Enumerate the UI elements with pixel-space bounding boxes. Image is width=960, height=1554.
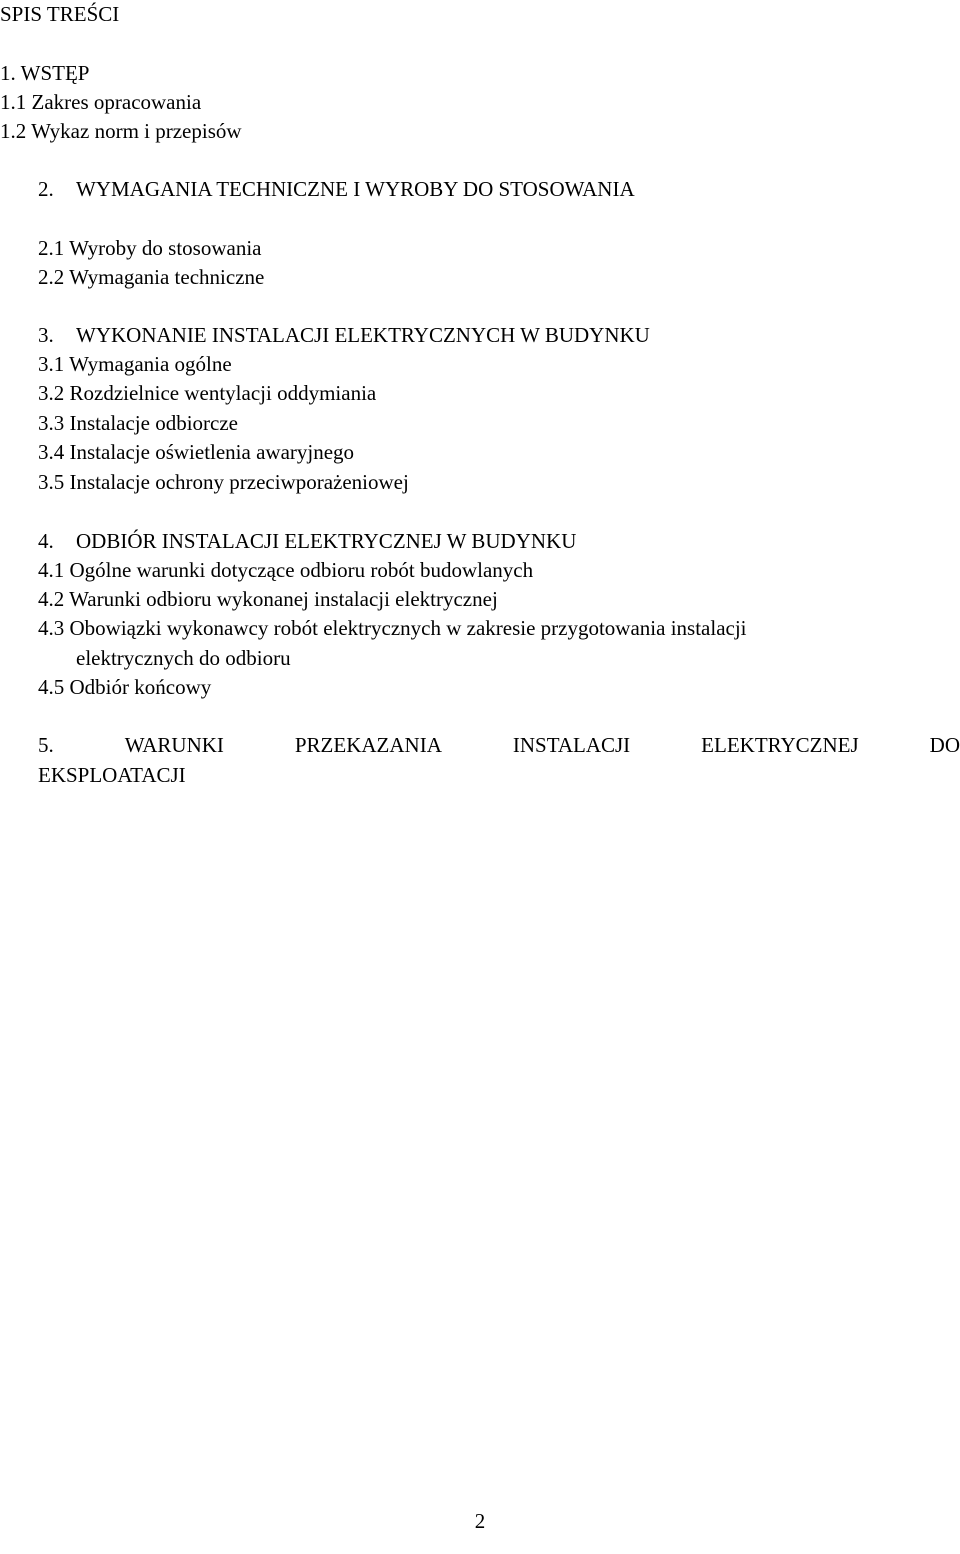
toc-entry-3-3: 3.3 Instalacje odbiorcze	[38, 411, 238, 435]
toc-entry-3-2: 3.2 Rozdzielnice wentylacji oddymiania	[38, 381, 377, 405]
section-5-heading	[38, 735, 960, 756]
section-5-heading-continuation: EKSPLOATACJI	[38, 763, 186, 787]
toc-entry-2-1: 2.1 Wyroby do stosowania	[38, 236, 262, 260]
toc-entry-4-5: 4.5 Odbiór końcowy	[38, 675, 212, 699]
toc-entry-3-1: 3.1 Wymagania ogólne	[38, 352, 232, 376]
section-5-word: DO	[929, 733, 960, 757]
page-number: 2	[474, 1509, 486, 1533]
toc-entry-4-3-continuation: elektrycznych do odbioru	[76, 646, 291, 670]
section-5-word: ELEKTRYCZNEJ	[701, 733, 859, 757]
section-4-title: ODBIÓR INSTALACJI ELEKTRYCZNEJ W BUDYNKU	[76, 529, 577, 553]
section-1-heading: 1. WSTĘP	[0, 61, 90, 85]
section-5-word: PRZEKAZANIA	[294, 733, 442, 757]
section-2-title: WYMAGANIA TECHNICZNE I WYROBY DO STOSOWANIA	[76, 177, 635, 201]
toc-entry-3-4: 3.4 Instalacje oświetlenia awaryjnego	[38, 440, 355, 464]
toc-entry-1-1: 1.1 Zakres opracowania	[0, 90, 202, 114]
section-5-word: WARUNKI	[124, 733, 224, 757]
toc-entry-3-5: 3.5 Instalacje ochrony przeciwporażeniowej	[38, 470, 409, 494]
toc-entry-4-3: 4.3 Obowiązki wykonawcy robót elektrycznych w zakresie przygotowania instalacji	[38, 616, 747, 640]
toc-entry-4-2: 4.2 Warunki odbioru wykonanej instalacji elektrycznej	[38, 587, 498, 611]
section-5-word: INSTALACJI	[512, 733, 631, 757]
toc-title: SPIS TREŚCI	[0, 2, 120, 26]
section-2-number: 2.	[38, 177, 54, 201]
section-5-word: 5.	[38, 733, 54, 757]
section-3-heading	[0, 325, 650, 346]
section-2-heading	[0, 179, 635, 200]
toc-entry-4-1: 4.1 Ogólne warunki dotyczące odbioru robót budowlanych	[38, 558, 534, 582]
section-3-number: 3.	[38, 323, 54, 347]
toc-entry-1-2: 1.2 Wykaz norm i przepisów	[0, 119, 242, 143]
section-3-title: WYKONANIE INSTALACJI ELEKTRYCZNYCH W BUDYNKU	[76, 323, 650, 347]
section-4-number: 4.	[38, 529, 54, 553]
toc-entry-2-2: 2.2 Wymagania techniczne	[38, 265, 265, 289]
section-4-heading	[0, 531, 576, 552]
